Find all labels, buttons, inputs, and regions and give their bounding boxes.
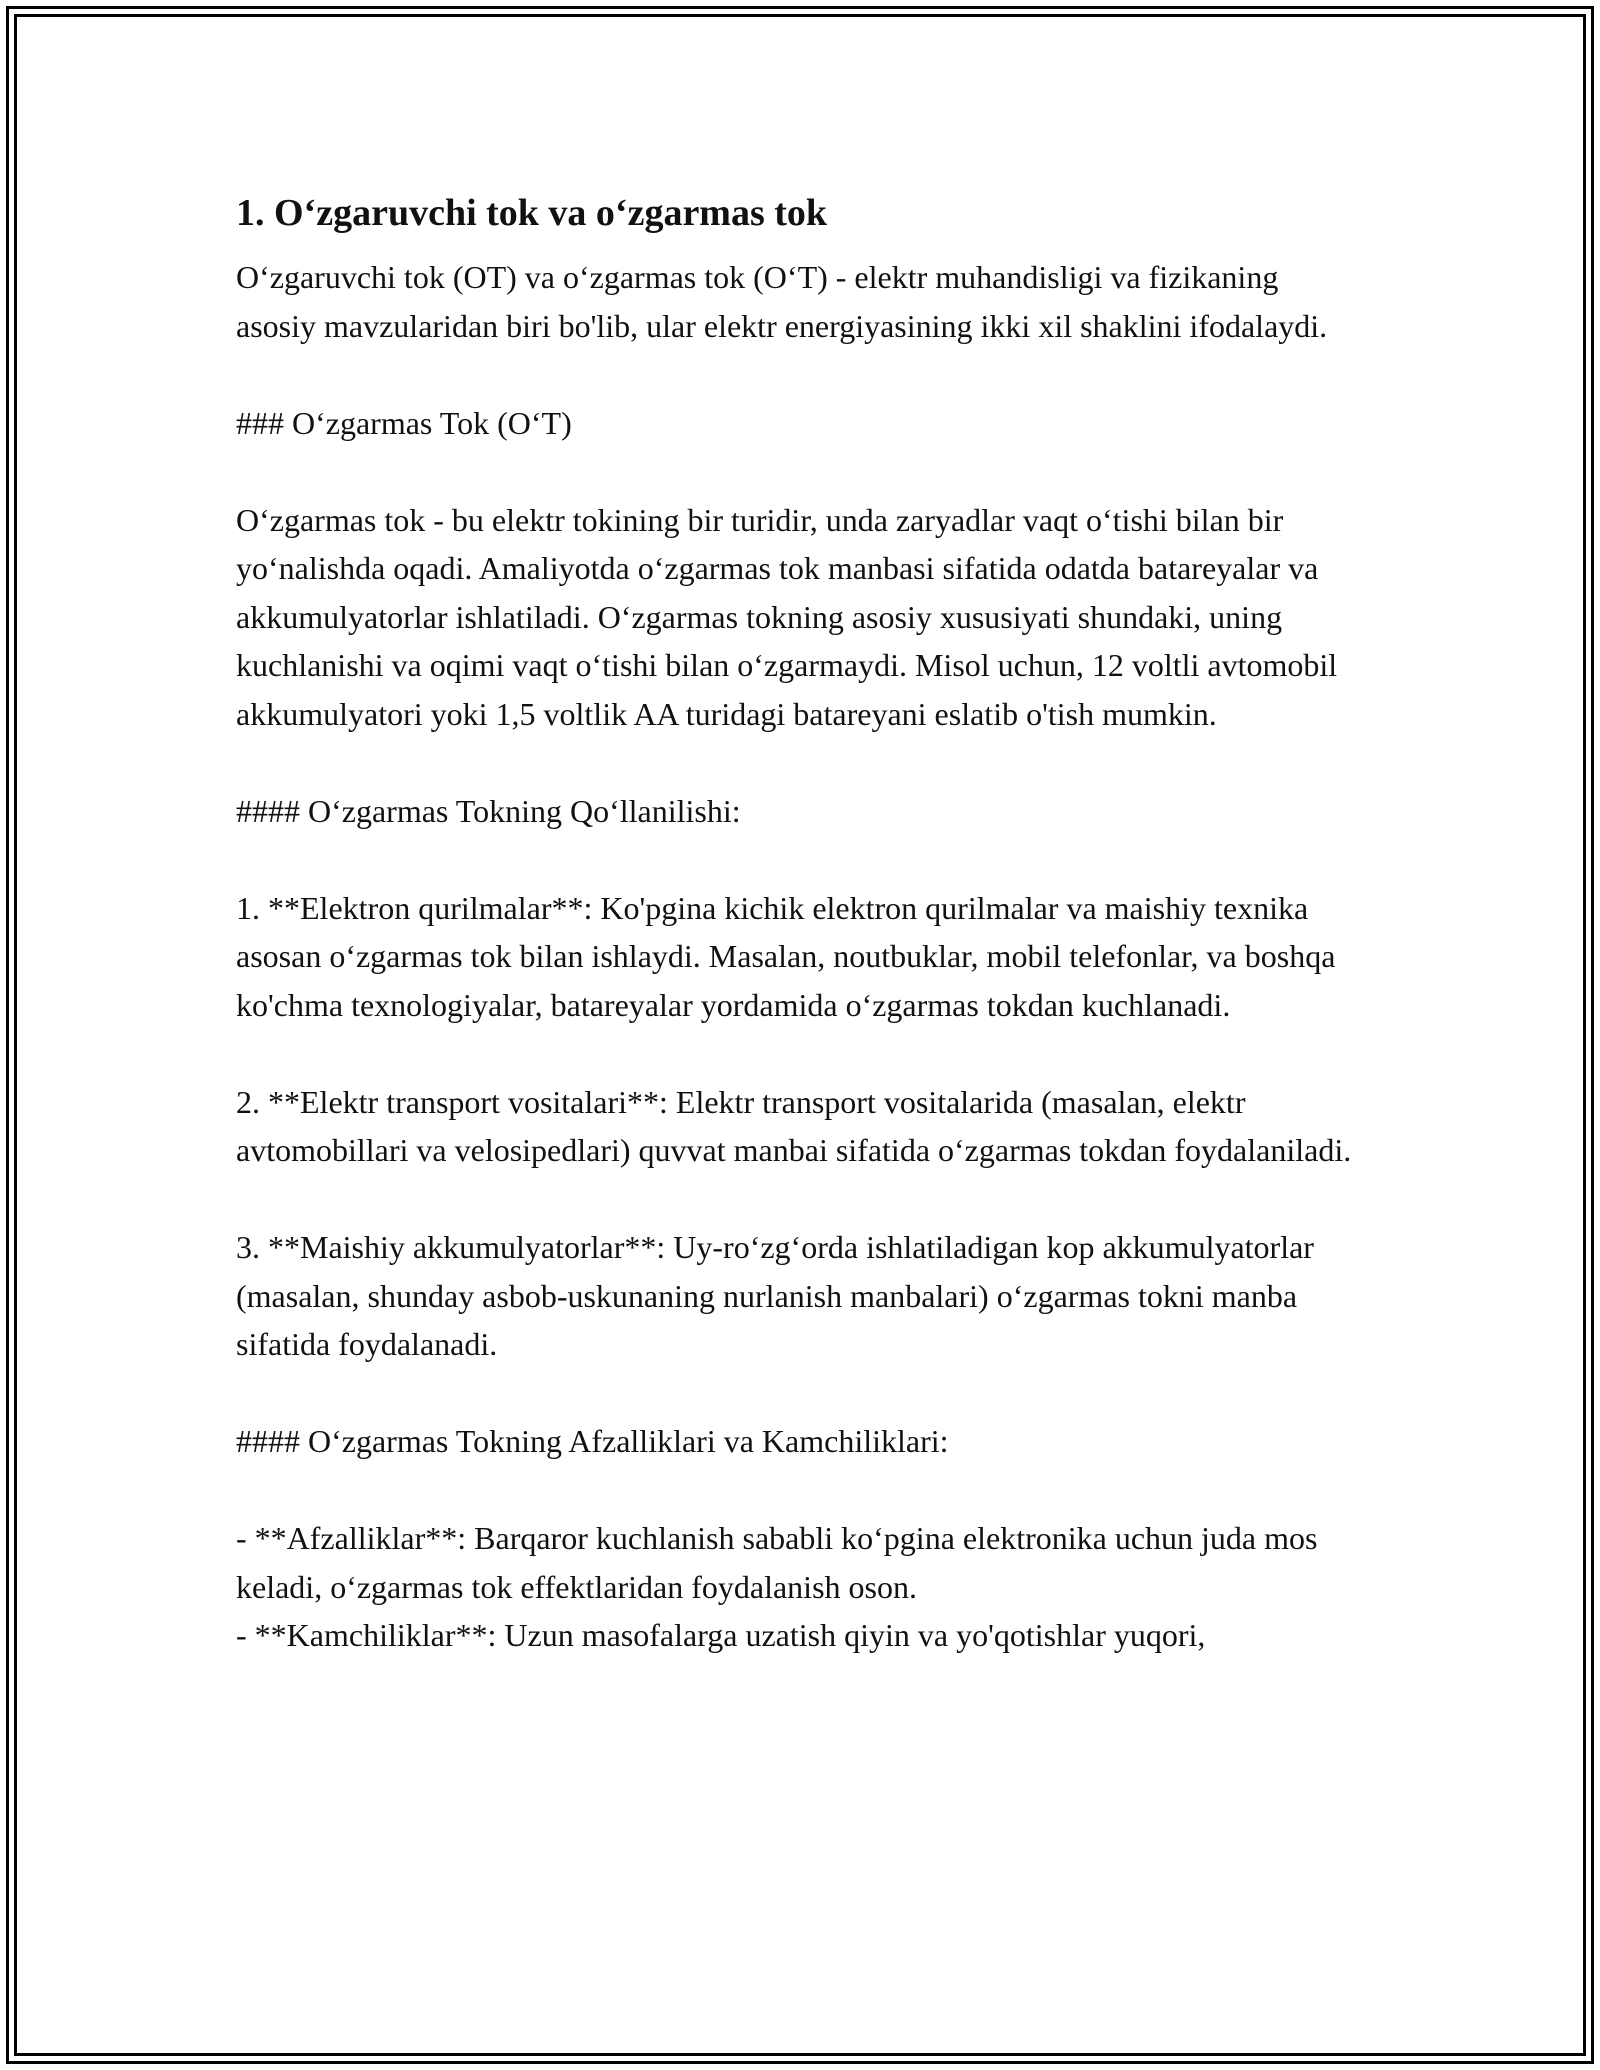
- application-item-1: 1. **Elektron qurilmalar**: Ko'pgina kichik elektron qurilmalar va maishiy texnika asosan o‘zgarmas tok bilan ishlaydi. Masalan, noutbuklar, mobil telefonlar, va boshqa ko'chma texnologiyalar, batareyalar yordamida o‘zgarmas tokdan kuchlanadi.: [236, 889, 1336, 1023]
- spacer: [236, 1369, 1366, 1418]
- spacer: [236, 447, 1366, 496]
- spacer: [236, 738, 1366, 787]
- spacer: [236, 350, 1366, 399]
- document-body: [236, 185, 1366, 1660]
- section-heading-applications: #### O‘zgarmas Tokning Qo‘llanilishi:: [236, 792, 741, 829]
- section-heading-dc: ### O‘zgarmas Tok (O‘T): [236, 404, 572, 441]
- spacer: [236, 835, 1366, 884]
- spacer: [236, 1029, 1366, 1078]
- application-item-2: 2. **Elektr transport vositalari**: Elektr transport vositalarida (masalan, elektr avtomobillari va velosipedlari) quvvat manbai sifatida o‘zgarmas tokdan foydalaniladi.: [236, 1083, 1352, 1168]
- application-item-3: 3. **Maishiy akkumulyatorlar**: Uy-ro‘zg‘orda ishlatiladigan kop akkumulyatorlar (masalan, shunday asbob-uskunaning nurlanish manbalari) o‘zgarmas tokni manba sifatida foydalanadi.: [236, 1229, 1314, 1362]
- pros-item: - **Afzalliklar**: Barqaror kuchlanish sababli ko‘pgina elektronika uchun juda mos keladi, o‘zgarmas tok effektlaridan foydalanish oson.: [236, 1520, 1318, 1605]
- document-title: 1. O‘zgaruvchi tok va o‘zgarmas tok: [236, 192, 828, 234]
- dc-paragraph: O‘zgarmas tok - bu elektr tokining bir turidir, unda zaryadlar vaqt o‘tishi bilan bir yo‘nalishda oqadi. Amaliyotda o‘zgarmas tok manbasi sifatida odatda batareyalar va akkumulyatorlar ishlatiladi. O‘zgarmas tokning asosiy xususiyati shundaki, uning kuchlanishi va oqimi vaqt o‘tishi bilan o‘zgarmaydi. Misol uchun, 12 voltli avtomobil akkumulyatori yoki 1,5 voltlik AA turidagi batareyani eslatib o'tish mumkin.: [236, 501, 1338, 732]
- cons-item: - **Kamchiliklar**: Uzun masofalarga uzatish qiyin va yo'qotishlar yuqori,: [236, 1617, 1206, 1653]
- intro-paragraph: O‘zgaruvchi tok (OT) va o‘zgarmas tok (O‘T) - elektr muhandisligi va fizikaning asosiy mavzularidan biri bo'lib, ular elektr energiyasining ikki xil shaklini ifodalaydi.: [236, 259, 1328, 344]
- spacer: [236, 1175, 1366, 1224]
- section-heading-pros-cons: #### O‘zgarmas Tokning Afzalliklari va Kamchiliklari:: [236, 1423, 949, 1459]
- spacer: [236, 1466, 1366, 1515]
